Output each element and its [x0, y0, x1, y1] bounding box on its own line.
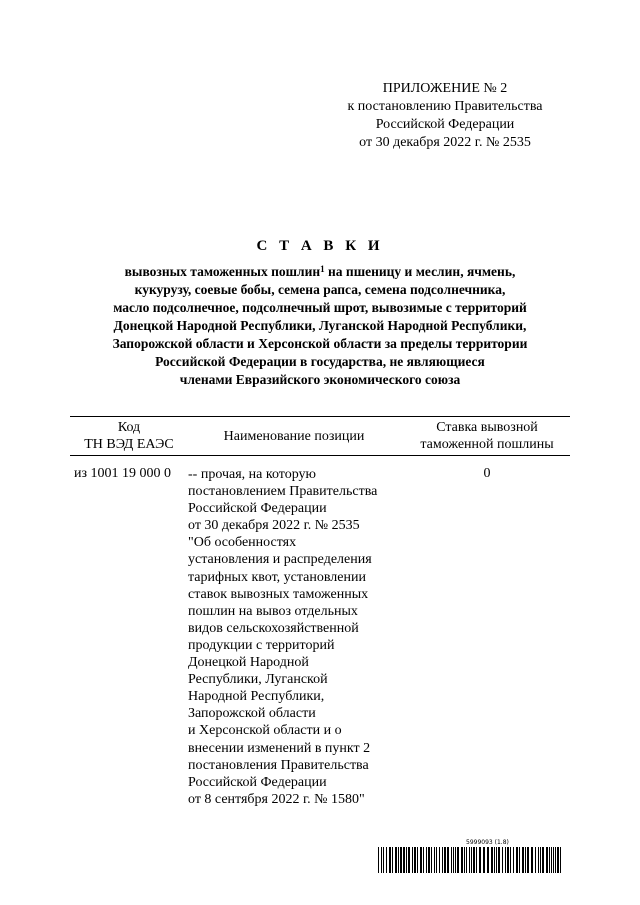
subtitle-line: [70, 263, 570, 281]
row-name-line: пошлин на вывоз отдельных: [188, 603, 358, 619]
row-name-line: от 30 декабря 2022 г. № 2535: [188, 518, 360, 534]
row-name-line: постановлением Правительства: [188, 484, 378, 500]
subtitle-line: кукурузу, соевые бобы, семена рапса, семена подсолнечника,: [134, 282, 506, 297]
row-name-line: -- прочая, на которую: [188, 467, 316, 482]
subtitle-text: вывозных таможенных пошлин: [124, 264, 321, 279]
header-name-line: Наименование позиции: [223, 429, 365, 444]
barcode-number: 5999093 (1.8): [466, 839, 509, 846]
barcode-icon: [378, 847, 562, 873]
row-name-line: постановления Правительства: [188, 757, 369, 773]
appendix-line: Российской Федерации: [375, 117, 515, 132]
row-rate: 0: [483, 466, 491, 481]
document-subtitle: [70, 263, 570, 389]
row-name-line: внесении изменений в пункт 2: [188, 740, 371, 756]
table-header-rule: [70, 455, 570, 456]
subtitle-text: на пшеницу и меслин, ячмень,: [324, 264, 516, 279]
subtitle-line: членами Евразийского экономического союза: [179, 372, 461, 387]
row-name: [188, 466, 377, 808]
row-name-line: продукции с территорий: [188, 637, 335, 653]
document-title: С Т А В К И: [256, 238, 384, 254]
subtitle-line: Запорожской области и Херсонской области за пределы территории: [112, 336, 528, 351]
header-code-line: ТН ВЭД ЕАЭС: [84, 437, 174, 452]
header-rate-line: таможенной пошлины: [420, 437, 554, 452]
header-rate-line: Ставка вывозной: [436, 420, 538, 435]
appendix-block: [330, 80, 560, 152]
footnote-mark: 1: [320, 264, 325, 274]
row-code: из 1001 19 000 0: [74, 466, 172, 481]
subtitle-line: Донецкой Народной Республики, Луганской Народной Республики,: [113, 318, 527, 333]
subtitle-line: масло подсолнечное, подсолнечный шрот, вывозимые с территорий: [113, 300, 527, 315]
row-name-line: тарифных квот, установлении: [188, 569, 366, 585]
row-name-line: Запорожской области: [188, 706, 316, 722]
row-name-line: и Херсонской области и о: [188, 723, 342, 739]
row-name-line: ставок вывозных таможенных: [188, 586, 369, 602]
row-name-line: Донецкой Народной: [188, 655, 309, 671]
row-name-line: от 8 сентября 2022 г. № 1580": [188, 791, 365, 807]
row-name-line: Республики, Луганской: [188, 672, 328, 688]
header-code: [70, 419, 188, 453]
row-name-line: "Об особенностях: [188, 535, 297, 551]
row-name-line: Российской Федерации: [188, 501, 327, 517]
row-name-line: Российской Федерации: [188, 774, 327, 790]
row-name-line: Народной Республики,: [188, 689, 325, 705]
subtitle-line: Российской Федерации в государства, не являющиеся: [155, 354, 485, 369]
table-top-rule: [70, 416, 570, 417]
row-name-line: установления и распределения: [188, 552, 372, 568]
header-code-line: Код: [117, 420, 141, 435]
appendix-line: ПРИЛОЖЕНИЕ № 2: [382, 81, 508, 96]
header-name: [188, 428, 400, 445]
header-rate: [404, 419, 570, 453]
appendix-line: к постановлению Правительства: [347, 99, 543, 114]
row-name-line: видов сельскохозяйственной: [188, 620, 359, 636]
appendix-line: от 30 декабря 2022 г. № 2535: [359, 135, 531, 150]
